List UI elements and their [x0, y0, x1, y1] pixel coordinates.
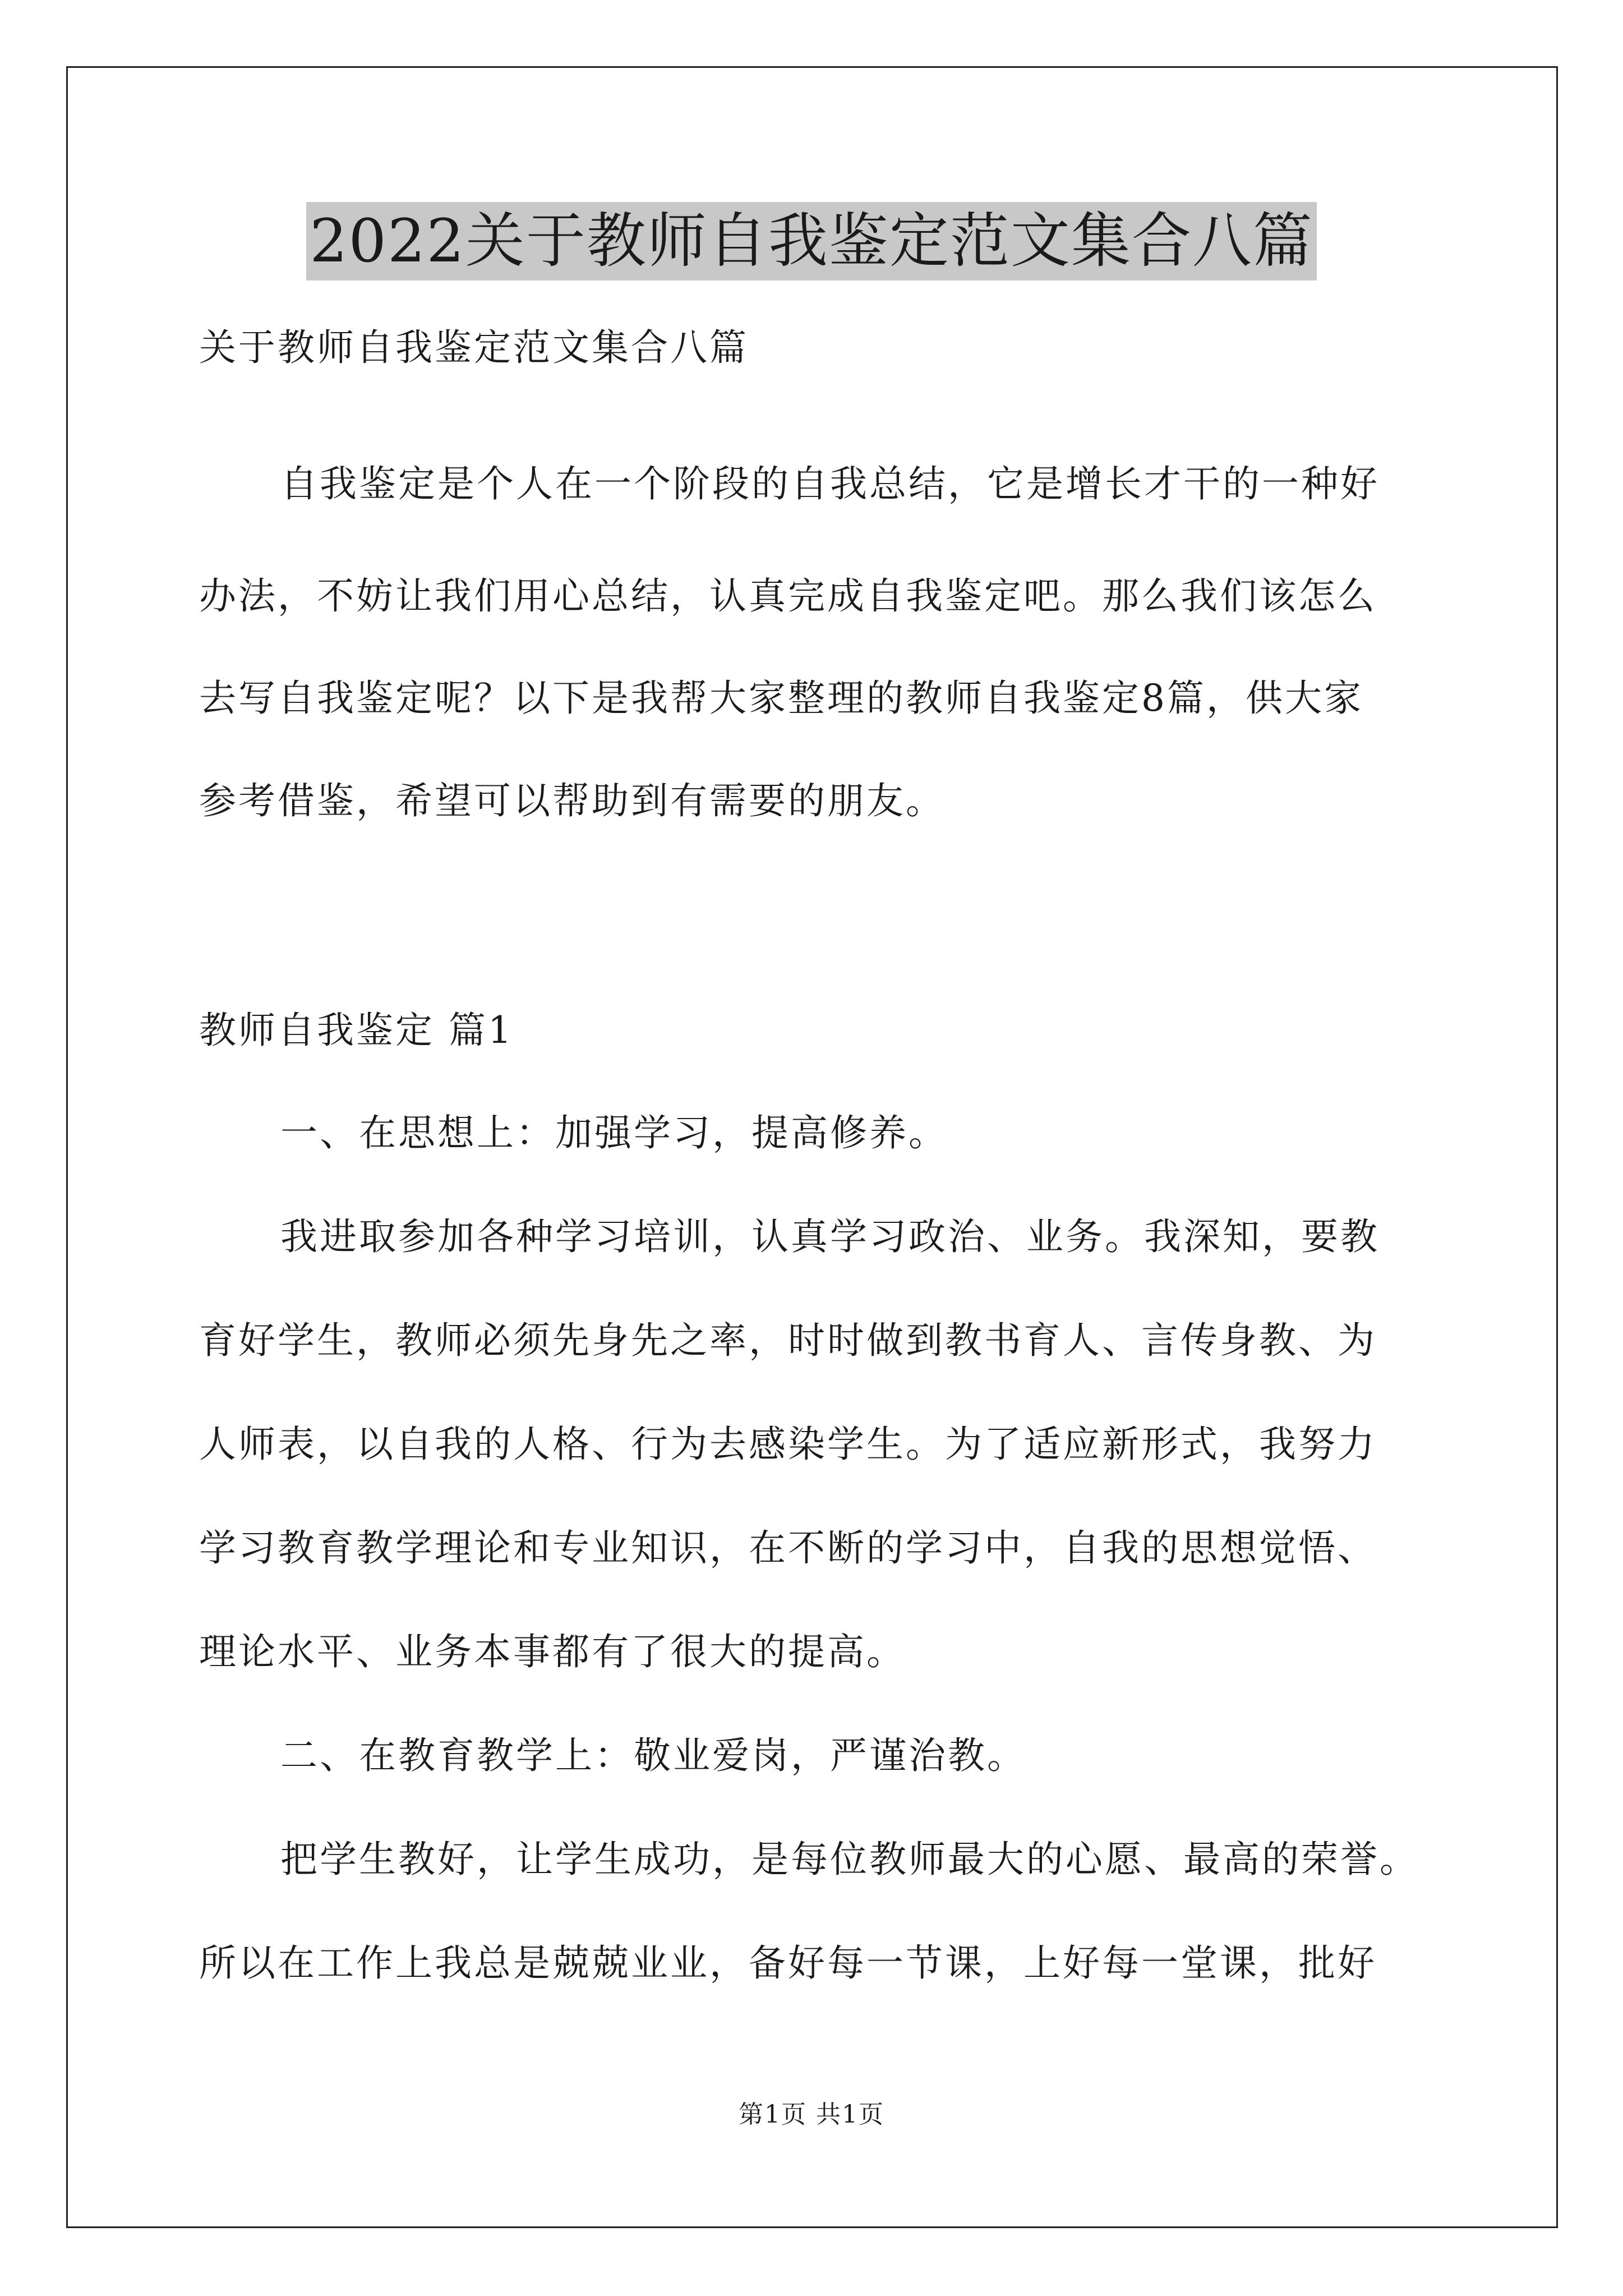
paragraph-line: 所以在工作上我总是兢兢业业，备好每一节课，上好每一堂课，批好: [199, 1941, 1377, 1985]
paragraph-line: 我进取参加各种学习培训，认真学习政治、业务。我深知，要教: [280, 1215, 1380, 1258]
paragraph-line: 人师表，以自我的人格、行为去感染学生。为了适应新形式，我努力: [199, 1423, 1377, 1466]
page-footer: 第1页 共1页: [739, 2100, 884, 2129]
paragraph-line: 育好学生，教师必须先身先之率，时时做到教书育人、言传身教、为: [199, 1319, 1377, 1362]
paragraph-line: 去写自我鉴定呢？以下是我帮大家整理的教师自我鉴定8篇，供大家: [199, 677, 1363, 720]
paragraph-line: 自我鉴定是个人在一个阶段的自我总结，它是增长才干的一种好: [280, 462, 1380, 505]
paragraph-line: 办法，不妨让我们用心总结，认真完成自我鉴定吧。那么我们该怎么: [199, 574, 1377, 618]
paragraph-line: 参考借鉴，希望可以帮助到有需要的朋友。: [199, 779, 945, 822]
document-title: 2022关于教师自我鉴定范文集合八篇: [306, 202, 1317, 280]
document-title-wrapper: [0, 202, 1623, 280]
document-subtitle: 关于教师自我鉴定范文集合八篇: [199, 326, 749, 369]
paragraph-line: 一、在思想上：加强学习，提高修养。: [280, 1111, 948, 1154]
paragraph-line: 二、在教育教学上：敬业爱岗，严谨治教。: [280, 1734, 1026, 1777]
section-heading: 教师自我鉴定 篇1: [199, 1009, 514, 1052]
paragraph-line: 把学生教好，让学生成功，是每位教师最大的心愿、最高的荣誉。: [280, 1838, 1419, 1881]
paragraph-line: 理论水平、业务本事都有了很大的提高。: [199, 1630, 906, 1673]
paragraph-line: 学习教育教学理论和专业知识，在不断的学习中，自我的思想觉悟、: [199, 1526, 1377, 1570]
